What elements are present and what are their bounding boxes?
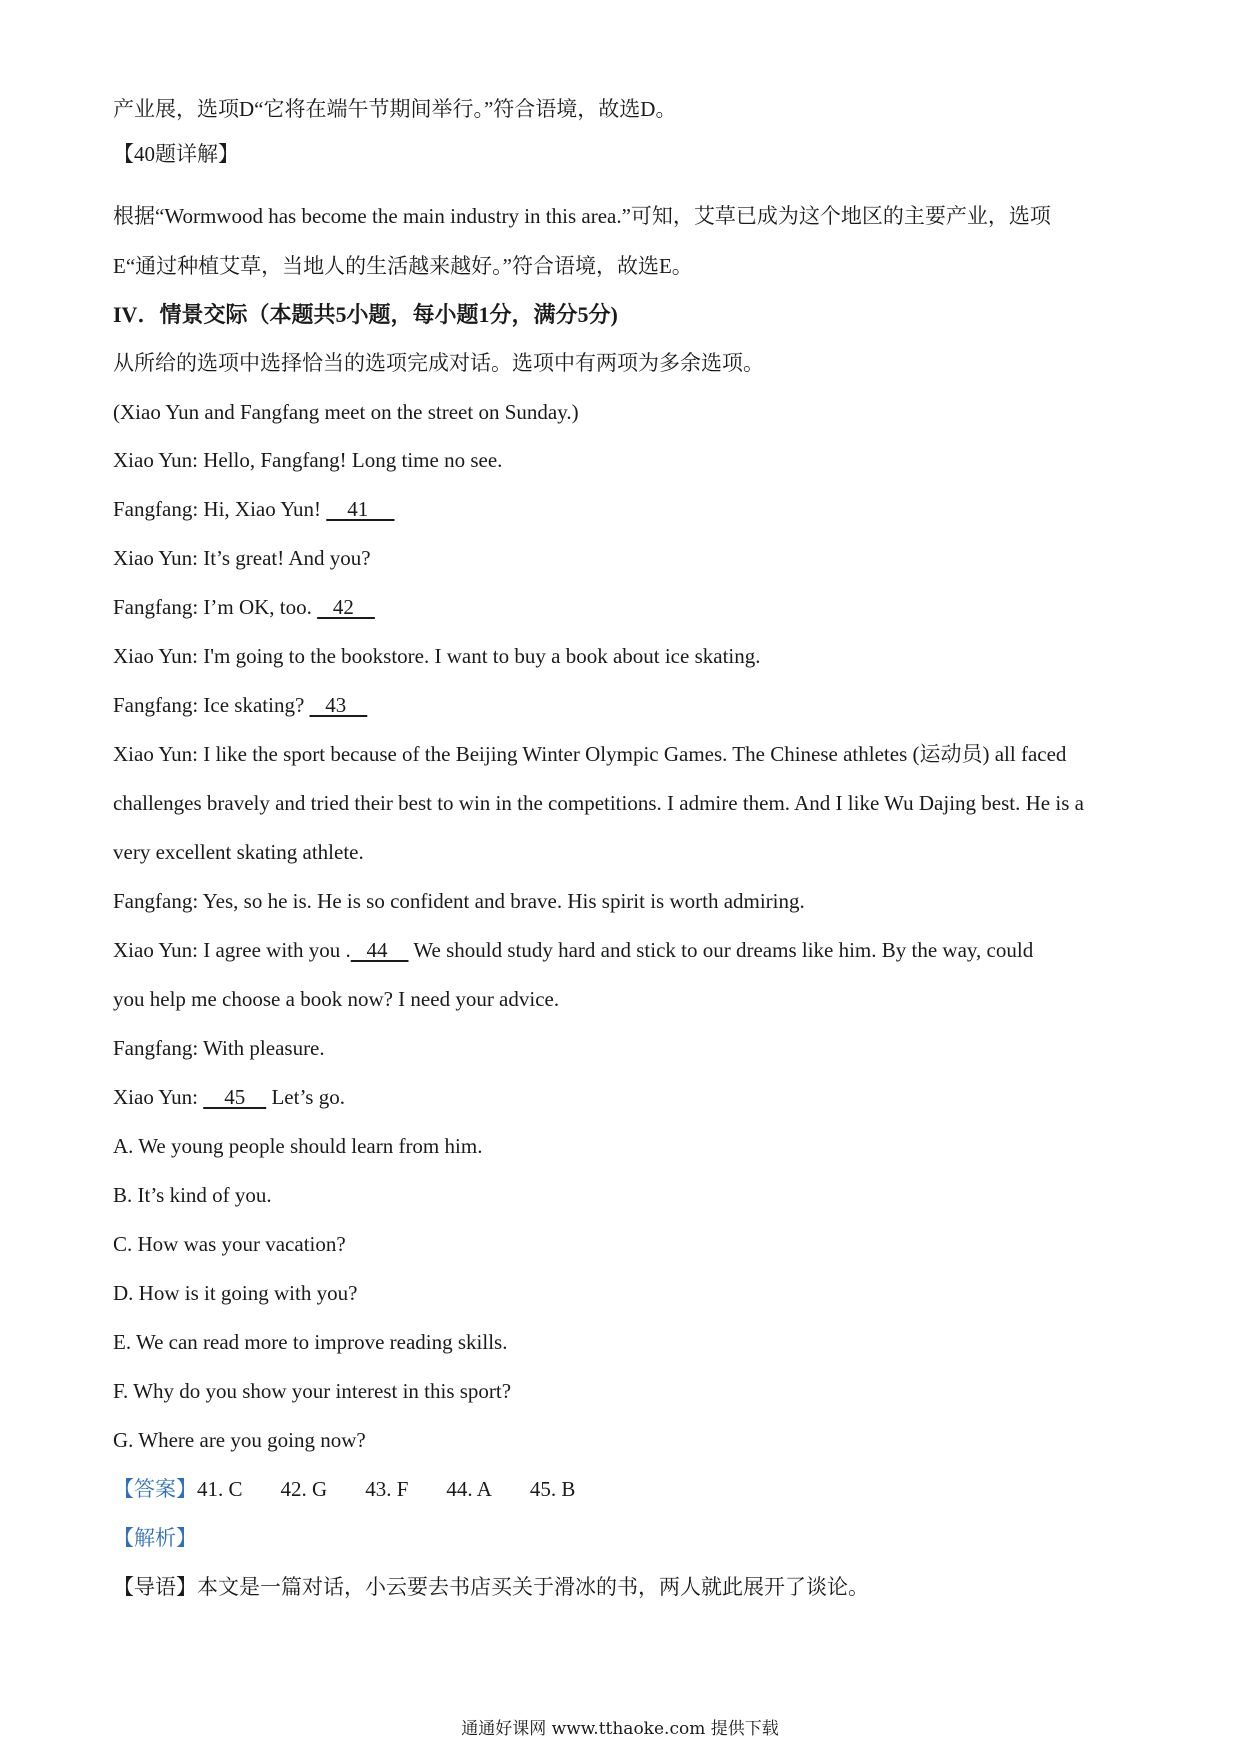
intro-line (113, 1574, 869, 1600)
detail-40-line-2: E“通过种植艾草，当地人的生活越来越好。”符合语境，故选E。 (113, 254, 693, 278)
dialogue-line: Fangfang: With pleasure. (113, 1036, 325, 1060)
section-title: IV．情景交际（本题共5小题，每小题1分，满分5分) (113, 302, 618, 327)
option-d: D. How is it going with you? (113, 1281, 358, 1305)
intro-text: 本文是一篇对话，小云要去书店买关于滑冰的书，两人就此展开了谈论。 (197, 1575, 869, 1599)
dialogue-text: We should study hard and stick to our dreams like him. By the way, could (408, 938, 1034, 962)
dialogue-line: very excellent skating athlete. (113, 840, 364, 864)
dialogue-line (113, 937, 1033, 963)
dialogue-text: Let’s go. (266, 1085, 345, 1109)
footer-text: 通通好课网 www.tthaoke.com 提供下载 (461, 1719, 779, 1739)
section-instruction: 从所给的选项中选择恰当的选项完成对话。选项中有两项为多余选项。 (113, 351, 764, 375)
option-b: B. It’s kind of you. (113, 1183, 272, 1207)
dialogue-text: Fangfang: I’m OK, too. (113, 595, 318, 619)
dialogue-line (113, 496, 395, 522)
dialogue-text: Fangfang: Ice skating? (113, 693, 310, 717)
blank-45: 45 (203, 1085, 267, 1109)
dialogue-line: you help me choose a book now? I need your advice. (113, 987, 560, 1011)
answer-label: 【答案】 (113, 1477, 197, 1501)
option-e: E. We can read more to improve reading skills. (113, 1330, 508, 1354)
detail-40-line-1: 根据“Wormwood has become the main industry in this area.”可知，艾草已成为这个地区的主要产业，选项 (113, 204, 1051, 228)
answer-item: 43. F (365, 1477, 409, 1501)
dialogue-line: Xiao Yun: I'm going to the bookstore. I want to buy a book about ice skating. (113, 644, 761, 668)
answer-item: 45. B (529, 1477, 576, 1501)
option-a: A. We young people should learn from him. (113, 1134, 483, 1158)
answer-item: 42. G (280, 1477, 328, 1501)
dialogue-text: Xiao Yun: (113, 1085, 204, 1109)
blank-43: 43 (309, 693, 368, 717)
analysis-label: 【解析】 (113, 1526, 197, 1550)
detail-40-label: 【40题详解】 (113, 142, 239, 166)
dialogue-text: Xiao Yun: I agree with you . (113, 938, 351, 962)
answer-item: 41. C (197, 1477, 243, 1501)
scene-description: (Xiao Yun and Fangfang meet on the street on Sunday.) (113, 400, 579, 424)
answer-line (113, 1476, 613, 1502)
dialogue-line: challenges bravely and tried their best to win in the competitions. I admire them. And I like Wu Dajing best. He is a (113, 791, 1084, 815)
dialogue-line (113, 692, 367, 718)
option-c: C. How was your vacation? (113, 1232, 346, 1256)
dialogue-line: Fangfang: Yes, so he is. He is so confident and brave. His spirit is worth admiring. (113, 889, 805, 913)
dialogue-line: Xiao Yun: Hello, Fangfang! Long time no see. (113, 448, 503, 472)
dialogue-line (113, 594, 375, 620)
blank-42: 42 (317, 595, 375, 619)
blank-44: 44 (350, 938, 409, 962)
option-f: F. Why do you show your interest in this sport? (113, 1379, 512, 1403)
prev-explanation-line: 产业展，选项D“它将在端午节期间举行。”符合语境，故选D。 (113, 97, 677, 121)
answer-item: 44. A (446, 1477, 492, 1501)
blank-41: 41 (326, 497, 395, 521)
dialogue-line: Xiao Yun: I like the sport because of the Beijing Winter Olympic Games. The Chinese athletes (运动员) all faced (113, 742, 1067, 766)
dialogue-line: Xiao Yun: It’s great! And you? (113, 546, 371, 570)
option-g: G. Where are you going now? (113, 1428, 366, 1452)
intro-label: 【导语】 (113, 1575, 197, 1599)
dialogue-text: Fangfang: Hi, Xiao Yun! (113, 497, 327, 521)
dialogue-line (113, 1084, 345, 1110)
